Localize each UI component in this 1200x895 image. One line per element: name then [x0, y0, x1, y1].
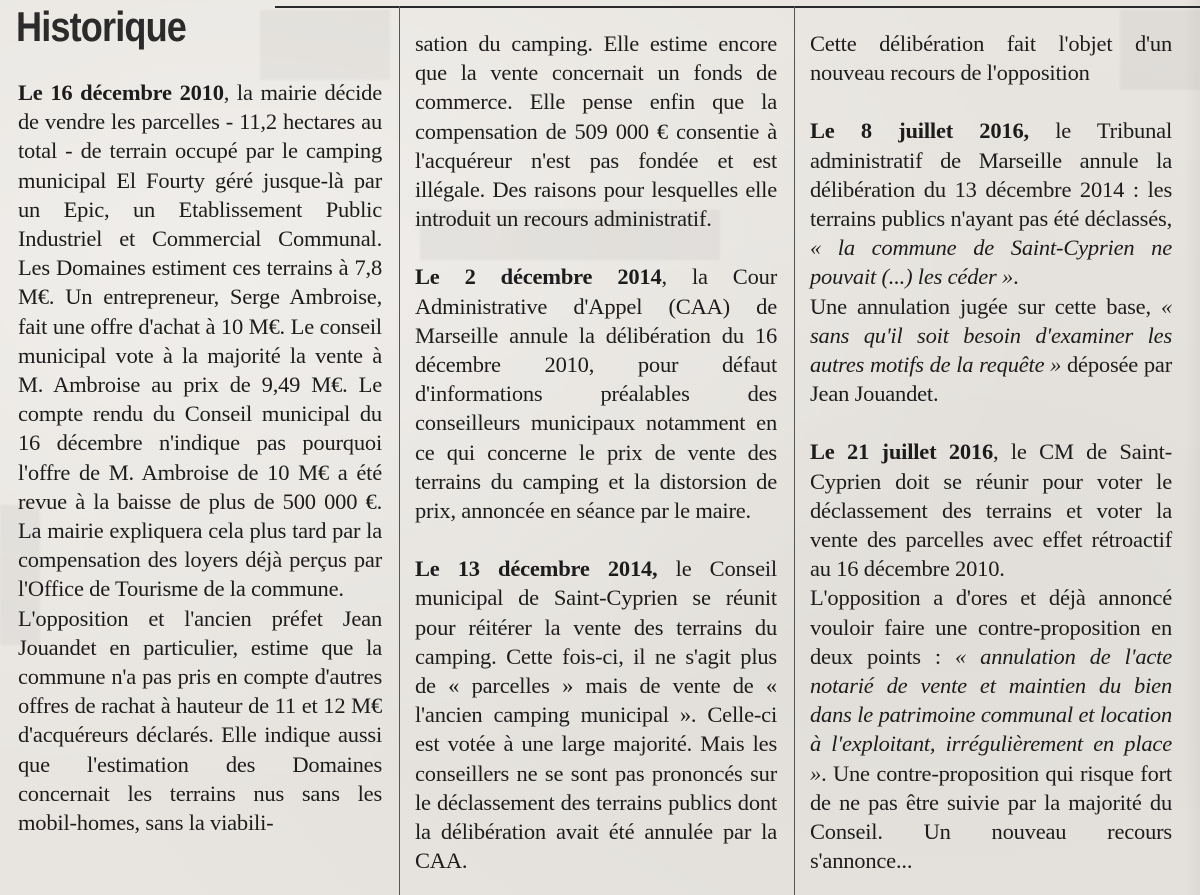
date-lead: Le 13 décembre 2014,: [415, 556, 658, 582]
paragraph-contre-proposition: [810, 583, 1172, 875]
column-rule-1: [399, 6, 400, 895]
paragraph-text: le Conseil municipal de Saint-Cyprien se réunit pour réitérer la vente des terrains du camping. Cette fois-ci, il ne s'agit plus de « parcelles » mais de vente de « l'ancien camping municipal ». Celle-ci est votée à une large majorité. Mais les conseillers ne se sont pas prononcés sur le déclassement des terrains publics dont la délibération avait été annulée par la CAA.: [415, 556, 777, 874]
paragraph-text: , le CM de Saint-Cyprien doit se réunir pour voter le déclassement des terrains et voter la vente des parcelles avec effet rétroactif au 16 décembre 2010.: [810, 439, 1172, 582]
paragraph-gap: [810, 87, 1172, 116]
paragraph-16-decembre-2010: [18, 78, 382, 604]
paragraph-text: sation du camping. Elle estime encore que la vente concernait un fonds de commerce. Elle pense enfin que la compensation de 509 000 € consentie à l'acquéreur n'est pas fondée et est illégale. Des raisons pour lesquelles elle introduit un recours administratif.: [415, 31, 777, 232]
paragraph-text: Cette délibération fait l'objet d'un nouveau recours de l'opposition: [810, 31, 1172, 86]
paragraph-text: Une annulation jugée sur cette base,: [810, 293, 1161, 319]
top-rule: [275, 6, 1200, 8]
paragraph-opposition-jouandet: [18, 604, 382, 838]
paragraph-21-juillet-2016: [810, 437, 1172, 583]
section-heading: Historique: [16, 3, 187, 50]
quotation: « la commune de Saint-Cyprien ne pouvait (...) les céder »: [810, 235, 1172, 290]
paragraph-text: , la mairie décide de vendre les parcelles - 11,2 hectares au total - de terrain occupé par le camping municipal El Fourty géré jusque-là par un Epic, un Etablissement Public Industriel et Commercial Communal. Les Domaines estiment ces terrains à 7,8 M€. Un entrepreneur, Serge Ambroise, fait une offre d'achat à 10 M€. Le conseil municipal vote à la majorité la vente à M. Ambroise au prix de 9,49 M€. Le compte rendu du Conseil municipal du 16 décembre n'indique pas pourquoi l'offre de M. Ambroise de 10 M€ a été revue à la baisse de plus de 500 000 €. La mairie expliquera cela plus tard par la compensation des loyers déjà perçus par l'Office de Tourisme de la commune.: [18, 80, 382, 602]
column-1: [18, 78, 382, 837]
paragraph-gap: [810, 408, 1172, 437]
paragraph-text: L'opposition et l'ancien préfet Jean Jouandet en particulier, estime que la commune n'a pas pris en compte d'autres offres de rachat à hauteur de 11 et 12 M€ d'acquéreurs déclarés. Elle indique aussi que l'estimation des Domaines concernait les terrains nus sans les mobil-homes, sans la viabili-: [18, 605, 382, 836]
paragraph-tail: .: [1013, 264, 1019, 290]
paragraph-nouveau-recours: [810, 29, 1172, 87]
paragraph-text: le Tribunal administratif de Marseille annule la délibération du 13 décembre 2014 : les terrains publics n'ayant pas été déclassés,: [810, 118, 1172, 232]
paragraph-2-decembre-2014: [415, 262, 777, 525]
paragraph-text: , la Cour Administrative d'Appel (CAA) de Marseille annule la délibération du 16 décembre 2010, pour défaut d'informations préalables des conseilleurs municipaux notamment en ce qui concerne le prix de vente des terrains du camping et la distorsion de prix, annoncée en séance par le maire.: [415, 264, 777, 524]
column-3: [810, 29, 1172, 875]
paragraph-gap: [415, 525, 777, 554]
date-lead: Le 21 juillet 2016: [810, 439, 994, 465]
column-rule-2: [794, 6, 795, 895]
date-lead: Le 8 juillet 2016,: [810, 118, 1029, 144]
paragraph-gap: [415, 233, 777, 262]
paragraph-text: L'opposition a d'ores et déjà annoncé vouloir faire une contre-proposition en deux points :: [810, 585, 1172, 669]
paragraph-tail: . Une contre-proposition qui risque fort de ne pas être suivie par la majorité du Conseil. Un nouveau recours s'annonce...: [810, 760, 1172, 874]
paragraph-tail: déposée par Jean Jouandet.: [810, 352, 1173, 407]
paragraph-13-decembre-2014: [415, 554, 777, 875]
column-2: [415, 29, 777, 875]
paragraph-8-juillet-2016: [810, 116, 1172, 291]
bleed-through-top-left: [260, 10, 390, 80]
paragraph-recours-administratif: [415, 29, 777, 233]
page-edge-shadow: [1184, 0, 1200, 895]
quotation: « annulation de l'acte notarié de vente et maintien du bien dans le patrimoine communal et location à l'exploitant, irrégulièrement en place »: [810, 643, 1172, 786]
date-lead: Le 2 décembre 2014: [415, 264, 662, 290]
paragraph-annulation: [810, 292, 1172, 409]
quotation: « sans qu'il soit besoin d'examiner les autres motifs de la requête »: [810, 293, 1172, 378]
date-lead: Le 16 décembre 2010: [18, 80, 224, 105]
